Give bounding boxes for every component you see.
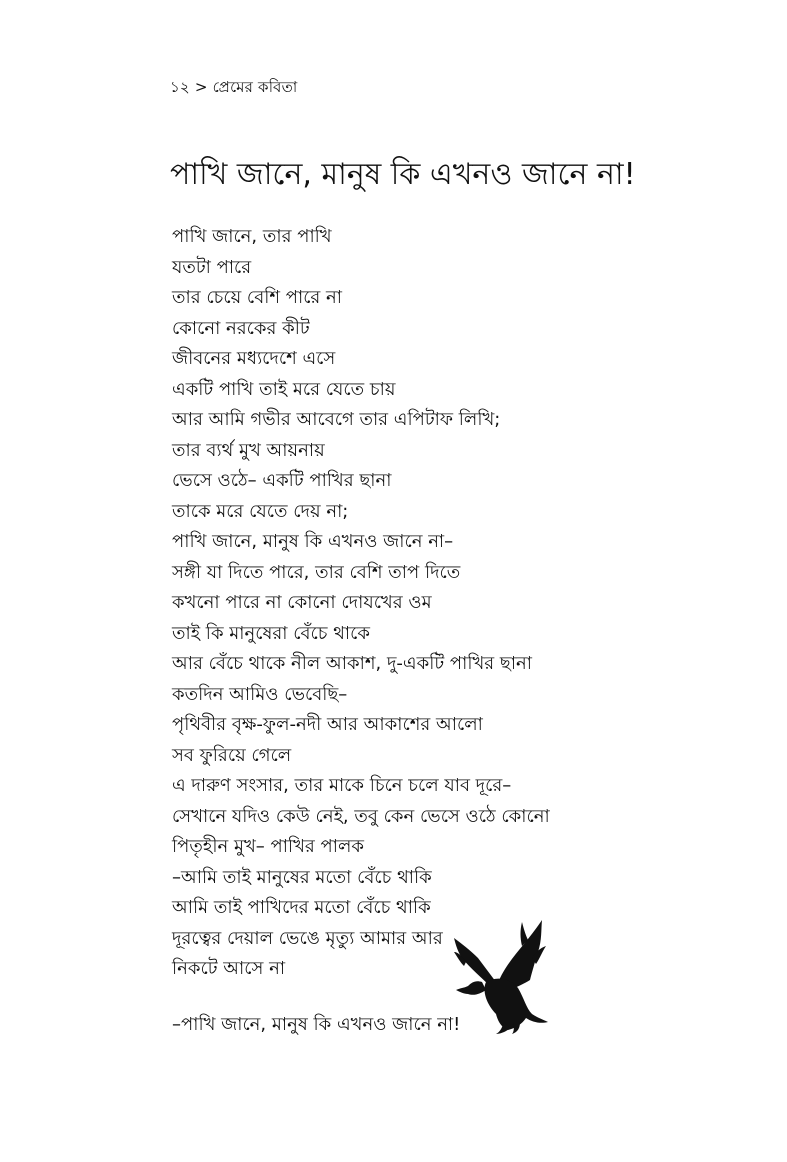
poem-line: কোনো নরকের কীট: [172, 317, 310, 339]
poem-line: পিতৃহীন মুখ– পাখির পালক: [172, 836, 364, 857]
poem-line: কখনো পারে না কোনো দোযখের ওম: [172, 592, 432, 613]
poem-line: সঙ্গী যা দিতে পারে, তার বেশি তাপ দিতে: [172, 561, 461, 583]
poem-line: জীবনের মধ্যদেশে এসে: [172, 348, 336, 369]
poem-line: কতদিন আমিও ভেবেছি–: [172, 683, 348, 705]
poem-line: আর আমি গভীর আবেগে তার এপিটাফ লিখি;: [172, 409, 501, 430]
poem-line: পাখি জানে, মানুষ কি এখনও জানে না–: [172, 531, 454, 552]
poem-line: আমি তাই পাখিদের মতো বেঁচে থাকি: [172, 897, 431, 918]
poem-title: পাখি জানে, মানুষ কি এখনও জানে না!: [170, 157, 636, 192]
poem-line: এ দারুণ সংসার, তার মাকে চিনে চলে যাব দূরে–: [172, 775, 512, 796]
poem-body: [172, 222, 572, 985]
poem-line: আর বেঁচে থাকে নীল আকাশ, দু-একটি পাখির ছানা: [172, 653, 533, 674]
poem-line: তার চেয়ে বেশি পারে না: [172, 287, 343, 308]
poem-line: যতটা পারে: [172, 256, 252, 278]
bird-silhouette-icon: [452, 918, 550, 1034]
poem-line: দূরত্বের দেয়াল ভেঙে মৃত্যু আমার আর: [172, 927, 443, 949]
poem-line: নিকটে আসে না: [172, 958, 286, 979]
running-head: ১২ > প্রেমের কবিতা: [170, 78, 298, 96]
poem-line: ভেসে ওঠে– একটি পাখির ছানা: [172, 470, 392, 491]
poem-closing-line: –পাখি জানে, মানুষ কি এখনও জানে না!: [172, 1014, 461, 1035]
poem-line: সেখানে যদিও কেউ নেই, তবু কেন ভেসে ওঠে কোনো: [172, 805, 550, 827]
poem-line: একটি পাখি তাই মরে যেতে চায়: [172, 378, 396, 400]
poem-line: সব ফুরিয়ে গেলে: [172, 744, 292, 766]
poem-line: তার ব্যর্থ মুখ আয়নায়: [172, 439, 325, 461]
poem-line: পৃথিবীর বৃক্ষ-ফুল-নদী আর আকাশের আলো: [172, 714, 483, 735]
poem-line: পাখি জানে, তার পাখি: [172, 226, 332, 247]
poem-line: –আমি তাই মানুষের মতো বেঁচে থাকি: [172, 866, 432, 888]
poem-line: তাই কি মানুষেরা বেঁচে থাকে: [172, 622, 370, 644]
poem-line: তাকে মরে যেতে দেয় না;: [172, 500, 349, 522]
